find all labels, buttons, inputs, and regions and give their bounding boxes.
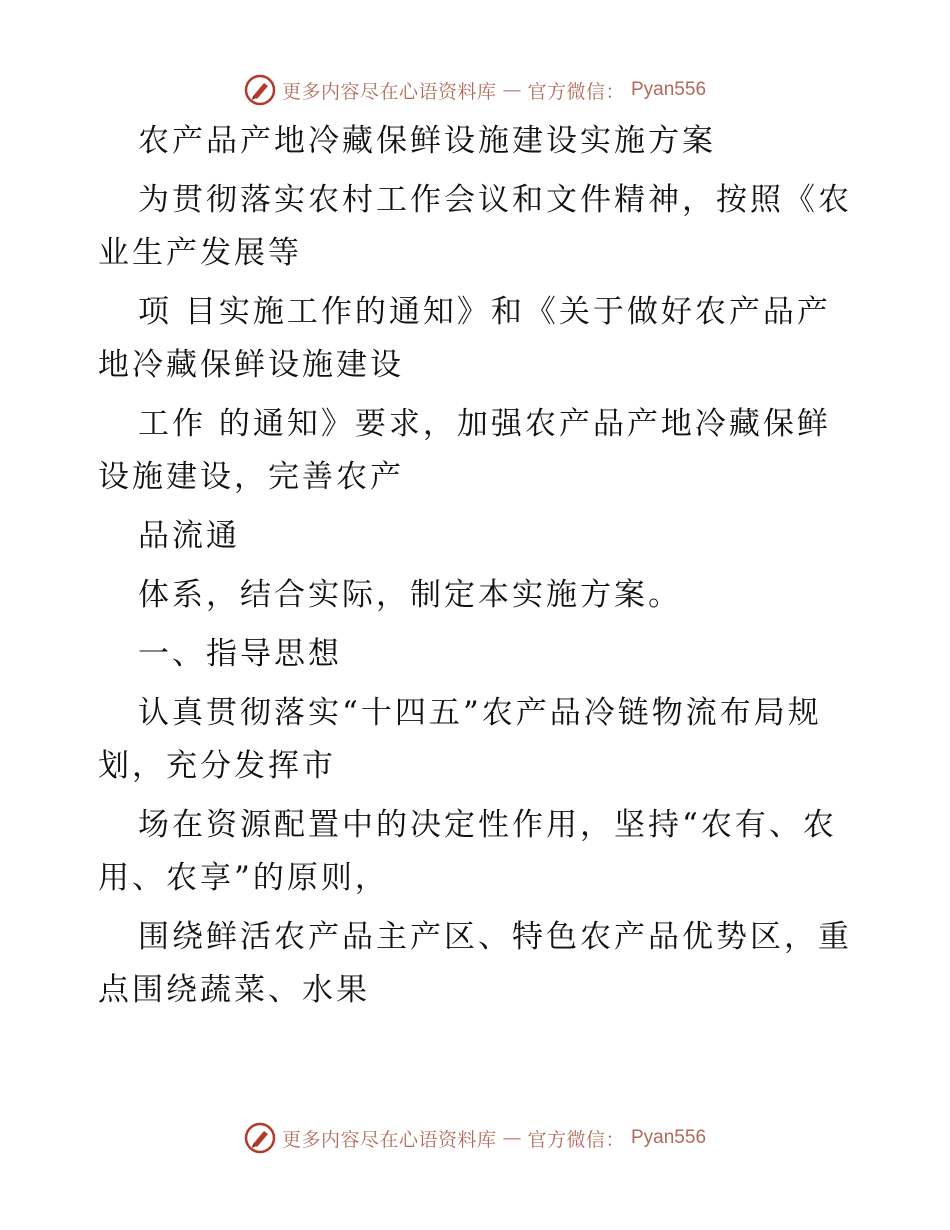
text-line: 点围绕蔬菜、水果 bbox=[98, 972, 370, 1008]
pen-logo-icon bbox=[244, 1122, 276, 1154]
pen-logo-icon bbox=[244, 74, 276, 106]
section-heading: 一、指导思想 bbox=[138, 636, 342, 672]
text-line: 业生产发展等 bbox=[98, 235, 302, 271]
text-line: 体系，结合实际，制定本实施方案。 bbox=[138, 577, 682, 613]
watermark-text: 更多内容尽在心语资料库 bbox=[281, 80, 497, 103]
document-body bbox=[98, 122, 858, 1009]
watermark-header bbox=[0, 74, 950, 106]
text-line: 工作 的通知》要求，加强农产品产地冷藏保鲜 bbox=[138, 406, 831, 442]
watermark-wechat-id: Pyan556 bbox=[631, 1127, 707, 1148]
text-line: 认真贯彻落实“十四五”农产品冷链物流布局规 bbox=[138, 695, 822, 731]
text-line: 项 目实施工作的通知》和《关于做好农产品产 bbox=[138, 294, 831, 330]
text-line: 用、农享”的原则， bbox=[98, 860, 389, 896]
document-title: 农产品产地冷藏保鲜设施建设实施方案 bbox=[138, 123, 716, 159]
text-line: 设施建设，完善农产 bbox=[98, 459, 404, 495]
text-line: 为贯彻落实农村工作会议和文件精神，按照《农 bbox=[138, 182, 852, 218]
watermark-wechat-label: 官方微信： bbox=[527, 1128, 625, 1151]
text-line: 划，充分发挥市 bbox=[98, 748, 336, 784]
watermark-wechat-label: 官方微信： bbox=[527, 80, 625, 103]
text-line: 围绕鲜活农产品主产区、特色农产品优势区，重 bbox=[138, 919, 852, 955]
watermark-text: 更多内容尽在心语资料库 bbox=[281, 1128, 497, 1151]
watermark-separator: — bbox=[502, 1127, 522, 1149]
watermark-wechat-id: Pyan556 bbox=[631, 79, 707, 100]
text-line: 场在资源配置中的决定性作用，坚持“农有、农 bbox=[138, 807, 837, 843]
watermark-separator: — bbox=[502, 79, 522, 101]
text-line: 品流通 bbox=[138, 518, 240, 554]
text-line: 地冷藏保鲜设施建设 bbox=[98, 347, 404, 383]
watermark-footer bbox=[0, 1122, 950, 1154]
